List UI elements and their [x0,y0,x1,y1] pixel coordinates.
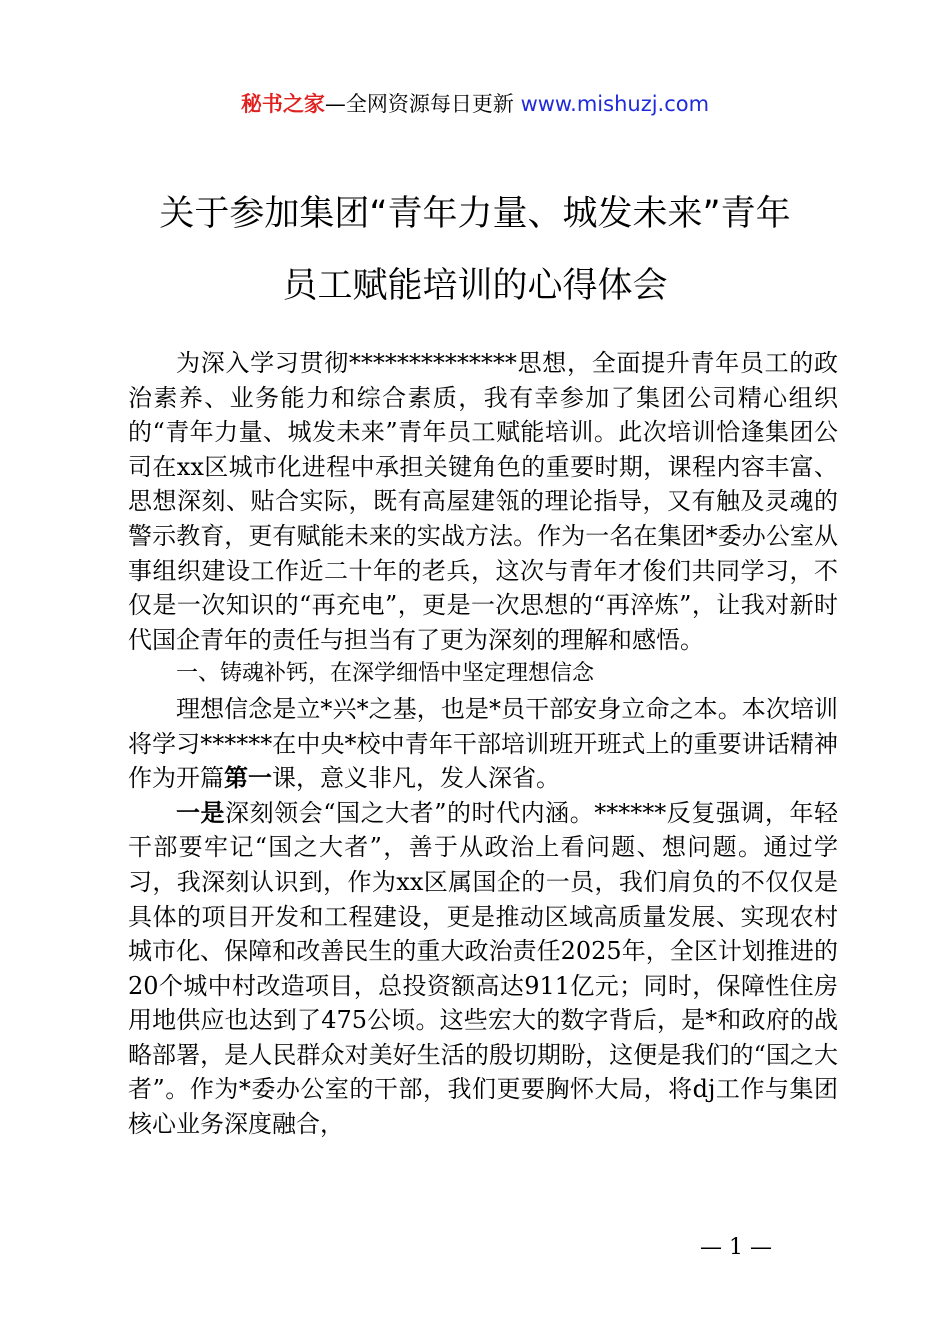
paragraph-text: 课，意义非凡，发人深省。 [272,764,560,793]
brand-name: 秘书之家 [240,92,325,116]
header-slogan: —全网资源每日更新 [324,92,521,116]
section-heading-1: 一、铸魂补钙，在深学细悟中坚定理想信念 [176,661,595,687]
page-number: — 1 — [700,1235,772,1260]
title-line-1: 关于参加集团“青年力量、城发未来”青年 [159,194,791,234]
section-1-paragraph-1 [128,692,838,796]
section-1-point-1 [128,796,838,1142]
paragraph-text: 深刻领会“国之大者”的时代内涵。******反复强调，年轻干部要牢记“国之大者”，善于从政治上看问题、想问题。通过学习，我深刻认识到，作为xx区属国企的一员，我们肩负的不仅仅是具体的项目开发和工程建设，更是推动区域高质量发展、实现农村城市化、保障和改善民生的重大政治责任2025年，全区计划推进的20个城中村改造项目，总投资额高达911亿元；同时，保障性住房用地供应也达到了475公顷。这些宏大的数字背后，是*和政府的战略部署，是人民群众对美好生活的殷切期盼，这便是我们的“国之大者”。作为*委办公室的干部，我们更要胸怀大局，将dj工作与集团核心业务深度融合， [128,798,838,1139]
document-body [128,346,838,1142]
paragraph-text: 理想信念是立*兴*之基，也是*员干部安身立命之本。本次培训将学习******在中央*校中青年干部培训班开班式上的重要讲话精神作为开篇 [128,694,838,793]
site-url-link[interactable]: www.mishuzj.com [520,92,710,116]
bold-text: 第一 [224,763,272,793]
intro-paragraph: 为深入学习贯彻**************思想，全面提升青年员工的政治素养、业务能力和综合素质，我有幸参加了集团公司精心组织的“青年力量、城发未来”青年员工赋能培训。此次培训恰逢集团公司在xx区城市化进程中承担关键角色的重要时期，课程内容丰富、思想深刻、贴合实际，既有高屋建瓴的理论指导，又有触及灵魂的警示教育，更有赋能未来的实战方法。作为一名在集团*委办公室从事组织建设工作近二十年的老兵，这次与青年才俊们共同学习，不仅是一次知识的“再充电”，更是一次思想的“再淬炼”，让我对新时代国企青年的责任与担当有了更为深刻的理解和感悟。 [128,349,838,654]
point-label: 一是 [176,797,226,827]
document-title [100,178,850,322]
site-header [0,88,950,120]
title-line-2: 员工赋能培训的心得体会 [282,266,668,306]
